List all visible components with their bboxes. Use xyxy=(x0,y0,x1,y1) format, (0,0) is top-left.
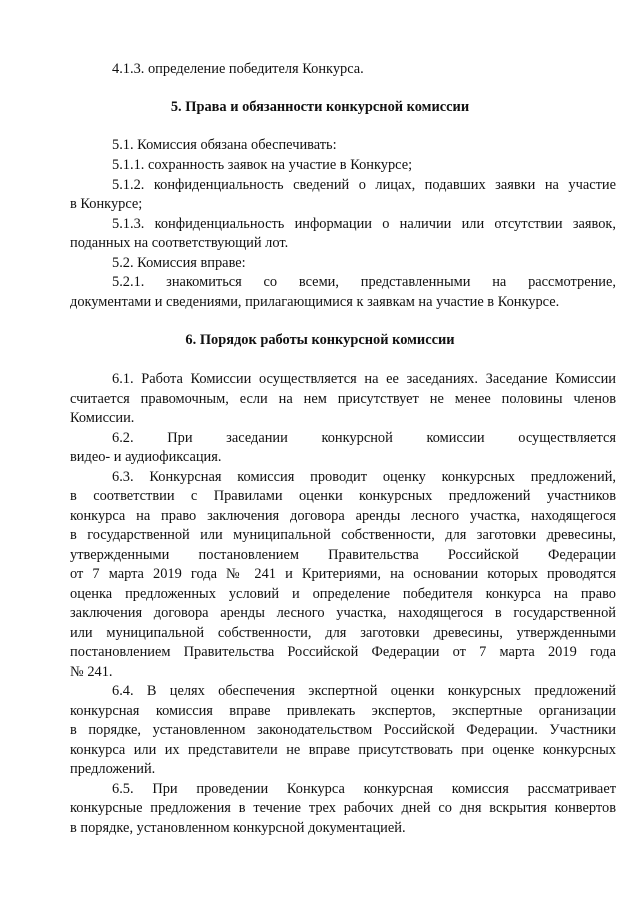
clause-6-3-line11: № 241. xyxy=(70,664,113,680)
clause-5-2: 5.2. Комиссия вправе: xyxy=(112,255,246,271)
section-5-heading: 5. Права и обязанности конкурсной комиссии xyxy=(170,99,470,115)
clause-6-1-line2: считается правомочным, если на нем присутствует не менее половины членов xyxy=(70,391,616,407)
clause-6-3-line1: 6.3. Конкурсная комиссия проводит оценку конкурсных предложений, xyxy=(112,469,616,485)
clause-5-1: 5.1. Комиссия обязана обеспечивать: xyxy=(112,137,337,153)
clause-6-3-line7: оценка предложенных условий и определение победителя конкурса на право xyxy=(70,586,616,602)
clause-6-2-line2: видео- и аудиофиксация. xyxy=(70,449,222,465)
clause-6-5-line3: в порядке, установленном конкурсной документацией. xyxy=(70,820,406,836)
clause-6-5-line2: конкурсные предложения в течение трех рабочих дней со дня вскрытия конвертов xyxy=(70,800,616,816)
clause-6-3-line6: от 7 марта 2019 года № 241 и Критериями, на основании которых проводятся xyxy=(70,566,616,582)
clause-5-1-2-line2: в Конкурсе; xyxy=(70,196,143,212)
clause-5-1-3-line2: поданных на соответствующий лот. xyxy=(70,235,289,251)
clause-5-1-2-line1: 5.1.2. конфиденциальность сведений о лицах, подавших заявки на участие xyxy=(112,177,616,193)
clause-6-2-line1: 6.2. При заседании конкурсной комиссии осуществляется xyxy=(112,430,616,446)
clause-5-2-1-line2: документами и сведениями, прилагающимися к заявкам на участие в Конкурсе. xyxy=(70,294,560,310)
section-6-heading: 6. Порядок работы конкурсной комиссии xyxy=(185,332,455,348)
clause-4-1-3: 4.1.3. определение победителя Конкурса. xyxy=(112,61,364,77)
clause-6-1-line1: 6.1. Работа Комиссии осуществляется на ее заседаниях. Заседание Комиссии xyxy=(112,371,616,387)
clause-6-4-line2: конкурсная комиссия вправе привлекать экспертов, экспертные организации xyxy=(70,703,616,719)
clause-6-3-line8: заключения договора аренды лесного участка, находящегося в государственной xyxy=(70,605,616,621)
clause-6-3-line4: в государственной или муниципальной собственности, для заготовки древесины, xyxy=(70,527,616,543)
clause-6-4-line3: в порядке, установленном законодательством Российской Федерации. Участники xyxy=(70,722,616,738)
clause-6-3-line5: утвержденными постановлением Правительства Российской Федерации xyxy=(70,547,616,563)
clause-6-3-line2: в соответствии с Правилами оценки конкурсных предложений участников xyxy=(70,488,616,504)
clause-6-4-line4: конкурса или их представители не вправе присутствовать при оценке конкурсных xyxy=(70,742,616,758)
clause-6-3-line3: конкурса на право заключения договора аренды лесного участка, находящегося xyxy=(70,508,616,524)
clause-6-4-line1: 6.4. В целях обеспечения экспертной оценки конкурсных предложений xyxy=(112,683,616,699)
clause-6-4-line5: предложений. xyxy=(70,761,156,777)
clause-5-2-1-line1: 5.2.1. знакомиться со всеми, представленными на рассмотрение, xyxy=(112,274,616,290)
clause-6-3-line10: постановлением Правительства Российской Федерации от 7 марта 2019 года xyxy=(70,644,616,660)
clause-6-3-line9: или муниципальной собственности, для заготовки древесины, утвержденными xyxy=(70,625,616,641)
clause-6-1-line3: Комиссии. xyxy=(70,410,135,426)
clause-6-5-line1: 6.5. При проведении Конкурса конкурсная комиссия рассматривает xyxy=(112,781,616,797)
clause-5-1-1: 5.1.1. сохранность заявок на участие в Конкурсе; xyxy=(112,157,413,173)
clause-5-1-3-line1: 5.1.3. конфиденциальность информации о наличии или отсутствии заявок, xyxy=(112,216,616,232)
